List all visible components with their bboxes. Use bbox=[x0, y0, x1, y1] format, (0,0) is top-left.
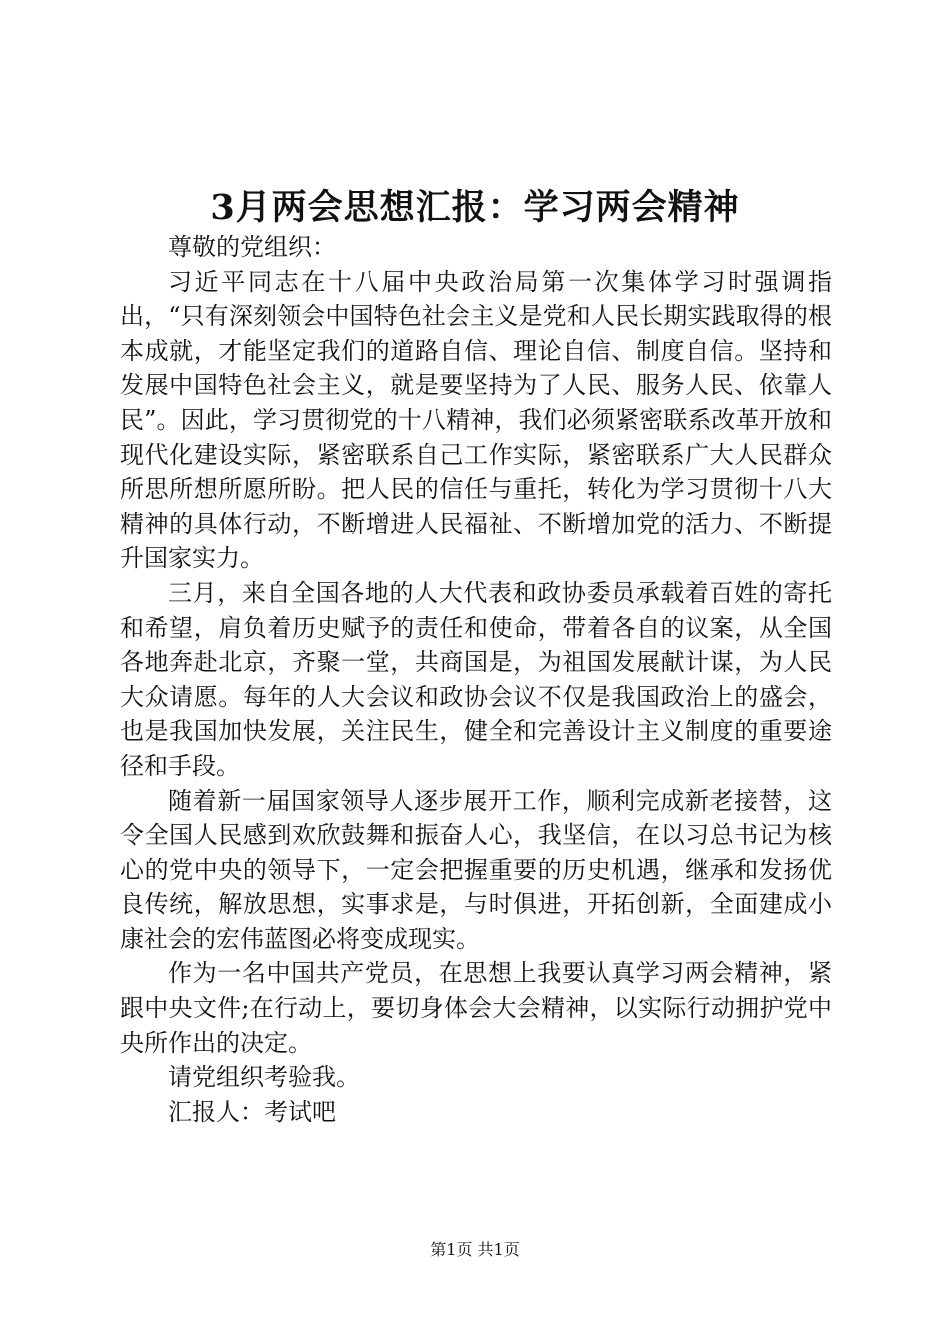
body-paragraph: 作为一名中国共产党员，在思想上我要认真学习两会精神，紧跟中央文件;在行动上，要切身体会大会精神，以实际行动拥护党中央所作出的决定。 bbox=[120, 959, 832, 1057]
document-title: 3月两会思想汇报：学习两会精神 bbox=[210, 187, 740, 228]
document-body bbox=[120, 230, 832, 1129]
body-paragraph: 三月，来自全国各地的人大代表和政协委员承载着百姓的寄托和希望，肩负着历史赋予的责任和使命，带着各自的议案，从全国各地奔赴北京，齐聚一堂，共商国是，为祖国发展献计谋，为人民大众请愿。每年的人大会议和政协会议不仅是我国政治上的盛会，也是我国加快发展，关注民生，健全和完善设计主义制度的重要途径和手段。 bbox=[120, 578, 832, 780]
signature-line: 汇报人：考试吧 bbox=[168, 1097, 336, 1126]
page-footer: 第1页 共1页 bbox=[430, 1240, 520, 1259]
closing-line: 请党组织考验我。 bbox=[168, 1063, 360, 1092]
body-paragraph: 随着新一届国家领导人逐步展开工作，顺利完成新老接替，这令全国人民感到欢欣鼓舞和振奋人心，我坚信，在以习总书记为核心的党中央的领导下，一定会把握重要的历史机遇，继承和发扬优良传统，解放思想，实事求是，与时俱进，开拓创新，全面建成小康社会的宏伟蓝图必将变成现实。 bbox=[120, 786, 832, 953]
body-paragraph: 习近平同志在十八届中央政治局第一次集体学习时强调指出，“只有深刻领会中国特色社会主义是党和人民长期实践取得的根本成就，才能坚定我们的道路自信、理论自信、制度自信。坚持和发展中国特色社会主义，就是要坚持为了人民、服务人民、依靠人民”。因此，学习贯彻党的十八精神，我们必须紧密联系改革开放和现代化建设实际，紧密联系自己工作实际，紧密联系广大人民群众所思所想所愿所盼。把人民的信任与重托，转化为学习贯彻十八大精神的具体行动，不断增进人民福祉、不断增加党的活力、不断提升国家实力。 bbox=[120, 267, 832, 573]
salutation: 尊敬的党组织： bbox=[168, 233, 336, 261]
